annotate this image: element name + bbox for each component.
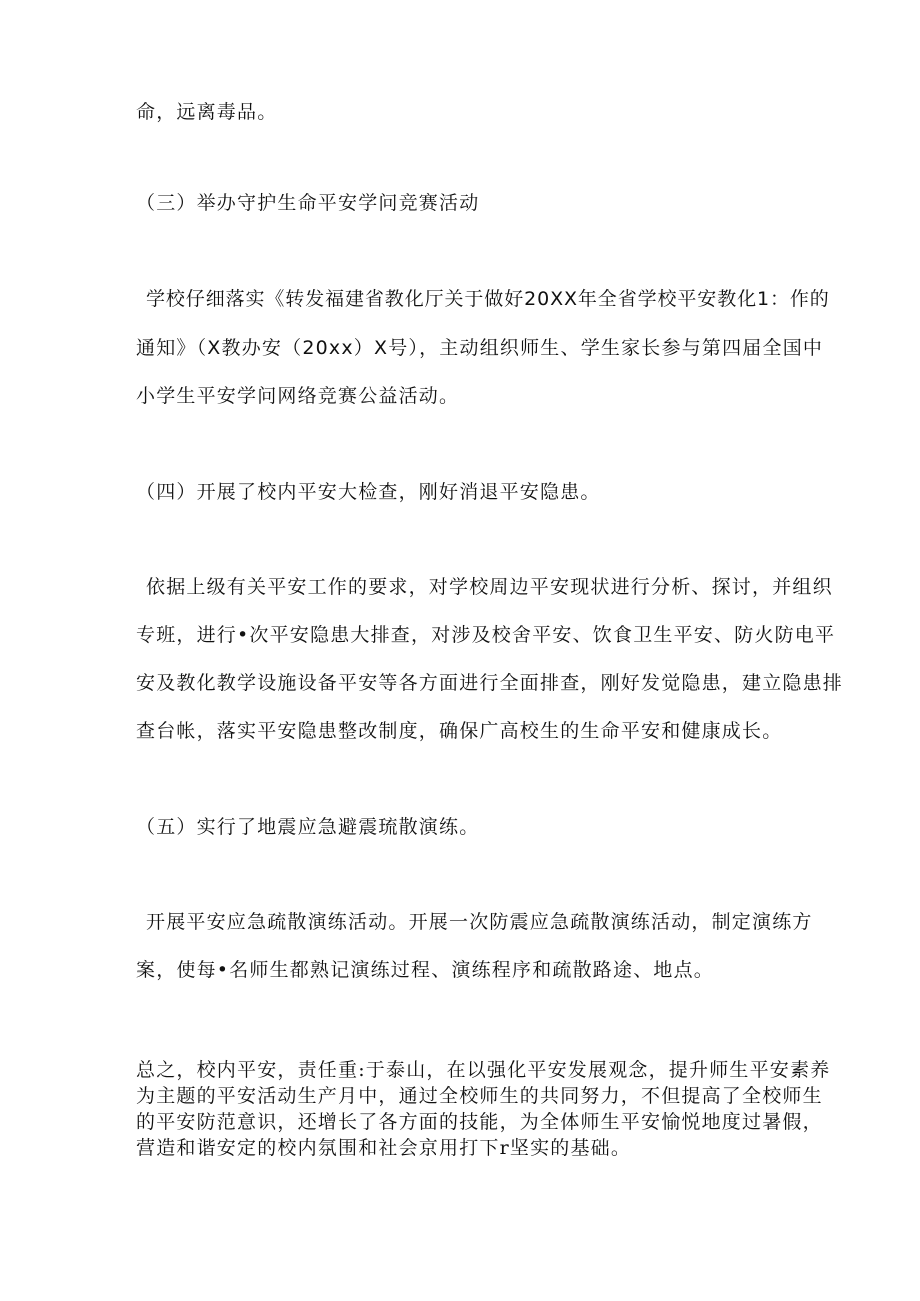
section-heading-5: （五）实行了地震应急避震琉散演练。 — [136, 816, 480, 838]
text-line: 命，远离毒品。 — [136, 101, 278, 123]
text-line: 为主题的平安活动生产月中，通过全校师生的共同努力，不但提高了全校师生 — [136, 1085, 823, 1107]
text-line: 安及教化教学设施设备平安等各方面进行全面排查，刚好发觉隐患，建立隐患排 — [136, 672, 844, 694]
text-line: 案，使每•名师生都熟记演练过程、演练程序和疏散路途、地点。 — [136, 959, 715, 981]
text-line: 的平安防范意识，还增长了各方面的技能，为全体师生平安愉悦地度过暑假， — [136, 1111, 823, 1133]
text-line: 依据上级有关平安工作的要求，对学校周边平安现状进行分析、探讨，并组织 — [146, 576, 833, 598]
section-heading-3: （三）举办守护生命平安学问竞赛活动 — [136, 192, 480, 214]
text-line: 总之，校内平安，责任重:于泰山，在以强化平安发展观念，提升师生平安素养 — [136, 1059, 831, 1081]
text-line: 查台帐，落实平安隐患整改制度，确保广高校生的生命平安和健康成长。 — [136, 720, 783, 742]
text-line: 开展平安应急疏散演练活动。开展一次防震应急疏散演练活动，制定演练方 — [146, 911, 813, 933]
text-line: 小学生平安学问网络竞赛公益活动。 — [136, 385, 460, 407]
text-line: 营造和谐安定的校内氛围和社会京用打下r坚实的基础。 — [136, 1137, 632, 1159]
text-line: 学校仔细落实《转发福建省教化厅关于做好20XX年全省学校平安教化1：作的 — [146, 288, 830, 310]
text-line: 通知》（X教办安（20xx）X号），主动组织师生、学生家长参与第四届全国中 — [136, 337, 824, 359]
section-heading-4: （四）开展了校内平安大检查，刚好消退平安隐患。 — [136, 481, 601, 503]
text-line: 专班，进行•次平安隐患大排查，对涉及校舍平安、饮食卫生平安、防火防电平 — [136, 624, 836, 646]
